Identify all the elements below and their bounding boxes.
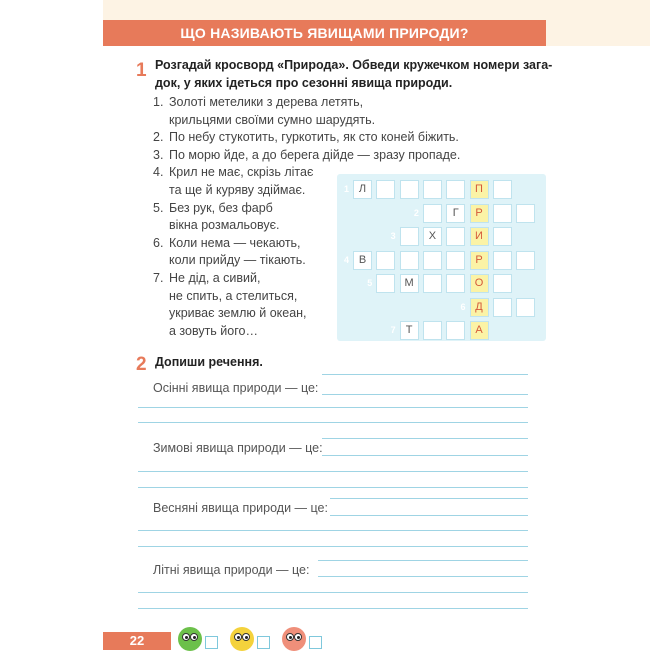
riddle-number: 7. (153, 270, 164, 285)
crossword-cell[interactable]: Т (400, 321, 419, 340)
crossword-cell[interactable] (400, 251, 419, 270)
crossword-key-cell[interactable]: И (470, 227, 489, 246)
answer-line[interactable] (322, 455, 528, 456)
crossword-row-number: 6 (460, 301, 466, 312)
crossword-cell[interactable] (423, 251, 442, 270)
riddle-text: Крил не має, скрізь літає та ще й куряву здіймає. (169, 165, 314, 197)
crossword-cell[interactable] (446, 227, 465, 246)
smiley-neutral-icon (230, 627, 254, 651)
task-2-title: Допиши речення. (155, 355, 263, 369)
crossword-cell[interactable] (493, 298, 512, 317)
banner-tail (546, 20, 650, 46)
answer-line[interactable] (138, 422, 528, 423)
crossword-row-number: 1 (344, 184, 350, 194)
riddle-text: По небу стукотить, гуркотить, як сто коней біжить. (169, 130, 459, 145)
answer-line[interactable] (138, 608, 528, 609)
task-1-title-line-1: Розгадай кросворд «Природа». Обведи кружечком номери зага- (155, 58, 553, 72)
crossword-key-cell[interactable]: Р (470, 251, 489, 270)
crossword-cell[interactable] (446, 251, 465, 270)
self-assessment-checkbox[interactable] (205, 636, 218, 649)
riddle-number: 4. (153, 165, 164, 180)
prompt-spring: Весняні явища природи — це: (153, 501, 328, 515)
crossword-cell[interactable] (493, 274, 512, 293)
crossword-cell[interactable] (376, 251, 395, 270)
crossword-cell[interactable] (376, 180, 395, 199)
crossword-cell[interactable] (423, 180, 442, 199)
answer-line[interactable] (138, 546, 528, 547)
task-1-title (155, 56, 552, 92)
crossword-cell[interactable] (400, 180, 419, 199)
riddle-text: Золоті метелики з дерева летять, крильцями своїми сумно шарудять. (169, 95, 376, 127)
prompt-summer: Літні явища природи — це: (153, 563, 310, 577)
crossword-cell[interactable] (446, 180, 465, 199)
answer-line[interactable] (322, 374, 528, 375)
smiley-happy-icon (178, 627, 202, 651)
crossword-cell[interactable] (400, 227, 419, 246)
page-title: ЩО НАЗИВАЮТЬ ЯВИЩАМИ ПРИРОДИ? (103, 20, 546, 46)
crossword-row-number: 4 (344, 254, 350, 265)
crossword-cell[interactable] (493, 204, 512, 223)
crossword-key-cell[interactable]: П (470, 180, 489, 199)
riddle-number: 2. (153, 130, 164, 145)
smiley-sad-icon (282, 627, 306, 651)
riddle-number: 1. (153, 95, 164, 109)
crossword-cell[interactable] (516, 251, 535, 270)
crossword-cell[interactable] (423, 321, 442, 340)
riddle-text: По морю йде, а до берега дійде — зразу пропаде. (169, 147, 461, 162)
answer-line[interactable] (138, 592, 528, 593)
crossword-cell[interactable]: Л (353, 180, 372, 199)
crossword-cell[interactable] (516, 204, 535, 223)
riddle-text: Не дід, а сивий, не спить, а стелиться, укриває землю й океан, а зовуть його… (169, 270, 307, 338)
crossword-row-number: 3 (390, 231, 396, 241)
task-1-title-line-2: док, у яких ідеться про сезонні явища природи. (155, 76, 453, 90)
prompt-winter: Зимові явища природи — це: (153, 441, 323, 455)
crossword-cell[interactable] (376, 274, 395, 293)
answer-line[interactable] (322, 438, 528, 439)
answer-line[interactable] (322, 394, 528, 395)
crossword-cell[interactable]: М (400, 274, 419, 293)
crossword-cell[interactable] (446, 321, 465, 340)
page-number: 22 (103, 632, 171, 650)
answer-line[interactable] (318, 560, 528, 561)
crossword-key-cell[interactable]: О (470, 274, 489, 293)
self-assessment-checkbox[interactable] (257, 636, 270, 649)
crossword-cell[interactable] (493, 227, 512, 246)
riddle-text: Коли нема — чекають, коли прийду — тікають. (169, 235, 306, 268)
crossword-key-cell[interactable]: Р (470, 204, 489, 223)
crossword-cell[interactable] (516, 298, 535, 317)
task-1-number: 1 (136, 60, 147, 81)
crossword-cell[interactable] (423, 204, 442, 223)
crossword-cell[interactable] (493, 251, 512, 270)
answer-line[interactable] (318, 576, 528, 577)
answer-line[interactable] (138, 487, 528, 488)
crossword-cell[interactable] (493, 180, 512, 199)
riddle-1 (153, 94, 483, 129)
crossword-key-cell[interactable]: А (470, 321, 489, 340)
crossword-cell[interactable] (423, 274, 442, 293)
riddle-number: 6. (153, 235, 164, 250)
crossword-key-cell[interactable]: Д (470, 298, 489, 317)
crossword-cell[interactable]: В (353, 251, 372, 270)
top-band (103, 0, 650, 20)
riddle-number: 3. (153, 147, 164, 162)
prompt-autumn: Осінні явища природи — це: (153, 381, 319, 395)
crossword-row-number: 2 (413, 207, 419, 218)
crossword-cell[interactable] (446, 274, 465, 293)
self-assessment-checkbox[interactable] (309, 636, 322, 649)
task-2-number: 2 (136, 354, 147, 375)
riddle-number: 5. (153, 200, 164, 215)
crossword-row-number: 5 (367, 278, 373, 288)
crossword-row-number: 7 (390, 325, 396, 335)
answer-line[interactable] (138, 530, 528, 531)
answer-line[interactable] (330, 498, 528, 499)
answer-line[interactable] (138, 471, 528, 472)
riddle-3 (153, 147, 483, 165)
riddle-2 (153, 129, 483, 147)
riddle-text: Без рук, без фарб вікна розмальовує. (169, 200, 280, 233)
answer-line[interactable] (138, 407, 528, 408)
crossword-cell[interactable]: Г (446, 204, 465, 223)
crossword-cell[interactable]: Х (423, 227, 442, 246)
answer-line[interactable] (330, 515, 528, 516)
